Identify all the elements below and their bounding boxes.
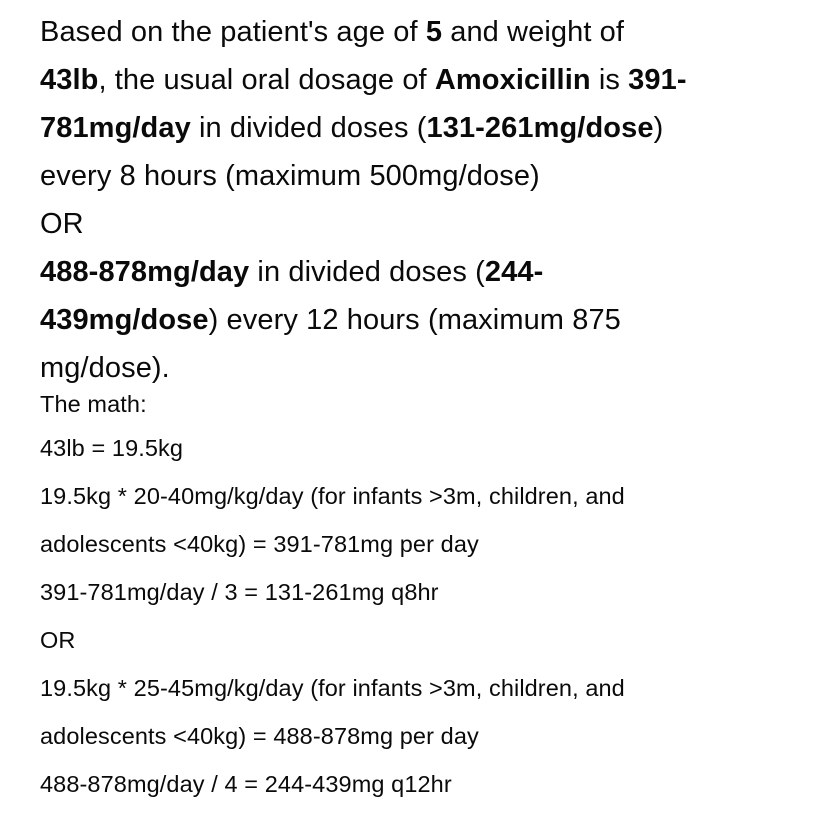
math-line-weight-conversion: 43lb = 19.5kg	[40, 435, 184, 461]
per-dose-range-2a: 244-	[484, 256, 544, 288]
math-line-or: OR	[40, 627, 76, 653]
divided-prefix-1: in divided doses (	[190, 112, 427, 144]
daily-range-2: 488-878mg/day	[40, 256, 250, 288]
patient-age: 5	[425, 16, 443, 48]
patient-weight: 43lb	[40, 64, 99, 96]
math-section	[40, 384, 788, 808]
drug-prefix: , the usual oral dosage of	[98, 64, 435, 96]
intro-text: Based on the patient's age of	[40, 16, 426, 48]
drug-name: Amoxicillin	[434, 64, 591, 96]
daily-range-1b: 781mg/day	[40, 112, 191, 144]
dosage-answer	[40, 8, 788, 392]
math-line-divide-2: 488-878mg/day / 4 = 244-439mg q12hr	[40, 771, 452, 797]
math-line-calc-2a: 19.5kg * 25-45mg/kg/day (for infants >3m, children, and	[40, 675, 625, 701]
divided-suffix-1: )	[653, 112, 664, 144]
per-dose-range-2b: 439mg/dose	[40, 304, 209, 336]
math-line-calc-1b: adolescents <40kg) = 391-781mg per day	[40, 531, 479, 557]
is-text: is	[590, 64, 629, 96]
divided-prefix-2: in divided doses (	[249, 256, 485, 288]
per-dose-range-1: 131-261mg/dose	[426, 112, 654, 144]
frequency-2b: mg/dose).	[40, 352, 170, 384]
daily-range-1a: 391-	[628, 64, 687, 96]
frequency-2a: ) every 12 hours (maximum 875	[208, 304, 621, 336]
math-heading: The math:	[40, 391, 147, 417]
math-line-divide-1: 391-781mg/day / 3 = 131-261mg q8hr	[40, 579, 439, 605]
or-separator-answer: OR	[40, 208, 84, 240]
math-line-calc-2b: adolescents <40kg) = 488-878mg per day	[40, 723, 479, 749]
weight-prefix: and weight of	[442, 16, 625, 48]
frequency-1: every 8 hours (maximum 500mg/dose)	[40, 160, 540, 192]
math-line-calc-1a: 19.5kg * 20-40mg/kg/day (for infants >3m, children, and	[40, 483, 625, 509]
